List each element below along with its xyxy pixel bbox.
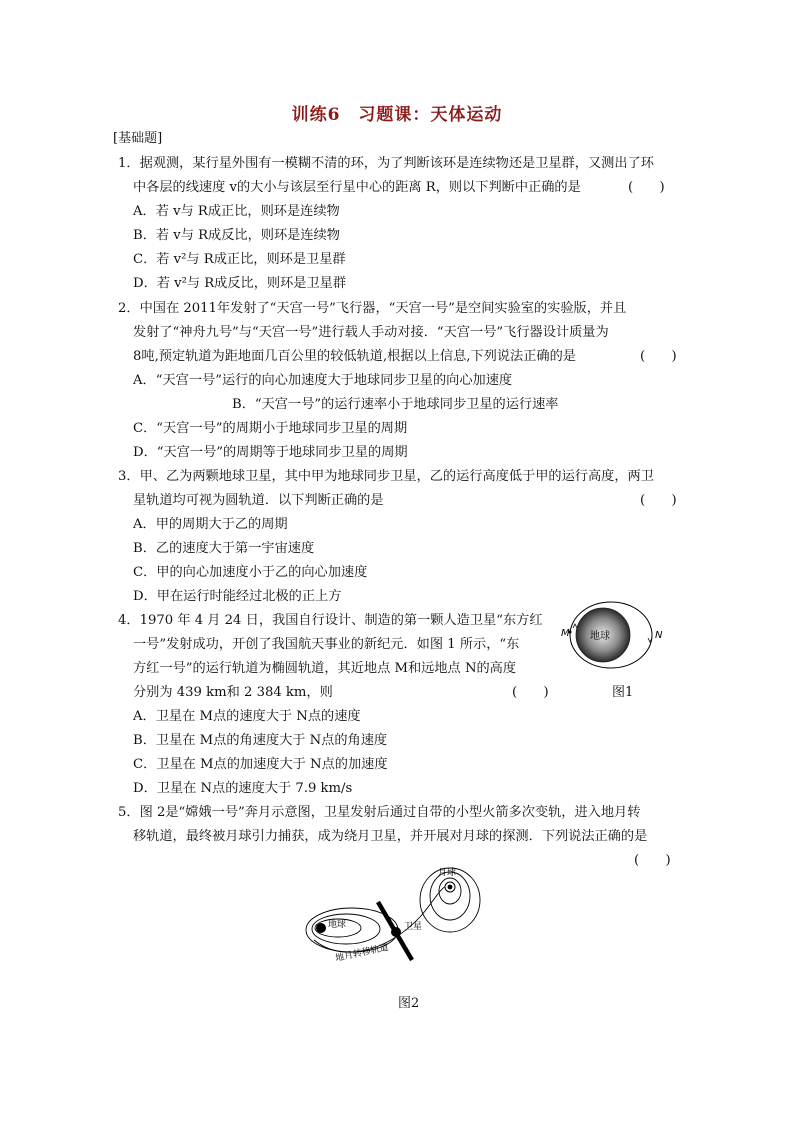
q2-option-a: A．“天宫一号”运行的向心加速度大于地球同步卫星的向心加速度 [133, 373, 513, 388]
satellite-label: 卫星 [404, 922, 423, 932]
page-title: 训练6 习题课：天体运动 [291, 105, 503, 125]
q1-option-a: A．若 v与 R成正比，则环是连续物 [133, 204, 340, 219]
figure-2-lunar-transfer-diagram [300, 862, 500, 974]
satellite-body [391, 927, 401, 937]
figure-1-orbit-diagram [558, 594, 668, 676]
point-n-label: N [655, 630, 663, 641]
q4-answer-blank: ( ) [512, 685, 549, 700]
q2-option-d: D．“天宫一号”的周期等于地球同步卫星的周期 [133, 445, 408, 460]
q2-stem-line-2: 发射了“神舟九号”与“天宫一号”进行载人手动对接．“天宫一号”飞行器设计质量为 [133, 325, 609, 340]
q4-stem-line-3: 方红一号”的运行轨道为椭圆轨道，其近地点 M和远地点 N的高度 [133, 661, 517, 676]
q5-stem-line-2: 移轨道，最终被月球引力捕获，成为绕月卫星，并开展对月球的探测．下列说法正确的是 [133, 829, 648, 844]
figure-1-caption: 图1 [612, 685, 634, 700]
q2-option-c: C．“天宫一号”的周期小于地球同步卫星的周期 [133, 421, 408, 436]
q4-stem-line-2: 一号”发射成功，开创了我国航天事业的新纪元．如图 1 所示，“东 [133, 637, 520, 652]
earth-label: 地球 [590, 631, 610, 642]
transfer-orbit-label: 地月转移轨道 [334, 942, 390, 964]
q4-option-a: A．卫星在 M点的速度大于 N点的速度 [133, 709, 361, 724]
q3-stem-line-2: 星轨道均可视为圆轨道．以下判断正确的是 [133, 493, 384, 508]
q1-stem-line-1: 1．据观测，某行星外围有一模糊不清的环，为了判断该环是连续物还是卫星群，又测出了环 [118, 156, 654, 171]
q3-stem-line-1: 3．甲、乙为两颗地球卫星，其中甲为地球同步卫星，乙的运行高度低于甲的运行高度，两卫 [118, 469, 654, 484]
q4-option-c: C．卫星在 M点的加速度大于 N点的加速度 [133, 757, 388, 772]
q5-stem-line-1: 5．图 2是“嫦娥一号”奔月示意图，卫星发射后通过自带的小型火箭多次变轨，进入地月转 [118, 805, 641, 820]
q4-option-b: B．卫星在 M点的角速度大于 N点的角速度 [133, 733, 388, 748]
q3-answer-blank: ( ) [640, 493, 677, 508]
moon-label: 月球 [438, 868, 457, 878]
earth-label: 地球 [328, 920, 347, 930]
point-m-label: M [561, 628, 570, 639]
section-heading: [基础题] [113, 131, 163, 146]
q2-answer-blank: ( ) [640, 349, 677, 364]
q3-option-c: C．甲的向心加速度小于乙的向心加速度 [133, 565, 368, 580]
q1-stem-line-2: 中各层的线速度 v的大小与该层至行星中心的距离 R，则以下判断中正确的是 [133, 180, 581, 195]
q2-stem-line-1: 2．中国在 2011年发射了“天宫一号”飞行器，“天宫一号”是空间实验室的实验版，并且 [118, 301, 627, 316]
figure-2-caption: 图2 [398, 996, 420, 1011]
orbit-direction-arrow-m [573, 624, 577, 628]
q3-option-a: A．甲的周期大于乙的周期 [133, 517, 288, 532]
q4-stem-line-1: 4．1970 年 4 月 24 日，我国自行设计、制造的第一颗人造卫星“东方红 [118, 613, 543, 628]
q2-stem-line-3: 8吨,预定轨道为距地面几百公里的较低轨道,根据以上信息,下列说法正确的是 [133, 349, 576, 364]
q3-option-b: B．乙的速度大于第一宇宙速度 [133, 541, 315, 556]
q1-option-d: D．若 v²与 R成反比，则环是卫星群 [133, 276, 347, 291]
q5-answer-blank: ( ) [634, 853, 671, 868]
q3-option-d: D．甲在运行时能经过北极的正上方 [133, 589, 342, 604]
q4-stem-line-4: 分别为 439 km和 2 384 km，则 [133, 685, 333, 700]
q2-option-b: B．“天宫一号”的运行速率小于地球同步卫星的运行速率 [232, 397, 559, 412]
q1-answer-blank: ( ) [628, 180, 665, 195]
q4-option-d: D．卫星在 N点的速度大于 7.9 km/s [133, 781, 353, 796]
earth-dot [316, 923, 326, 933]
q1-option-b: B．若 v与 R成反比，则环是连续物 [133, 228, 340, 243]
moon-center-dot [448, 885, 453, 890]
q1-option-c: C．若 v²与 R成正比，则环是卫星群 [133, 252, 346, 267]
